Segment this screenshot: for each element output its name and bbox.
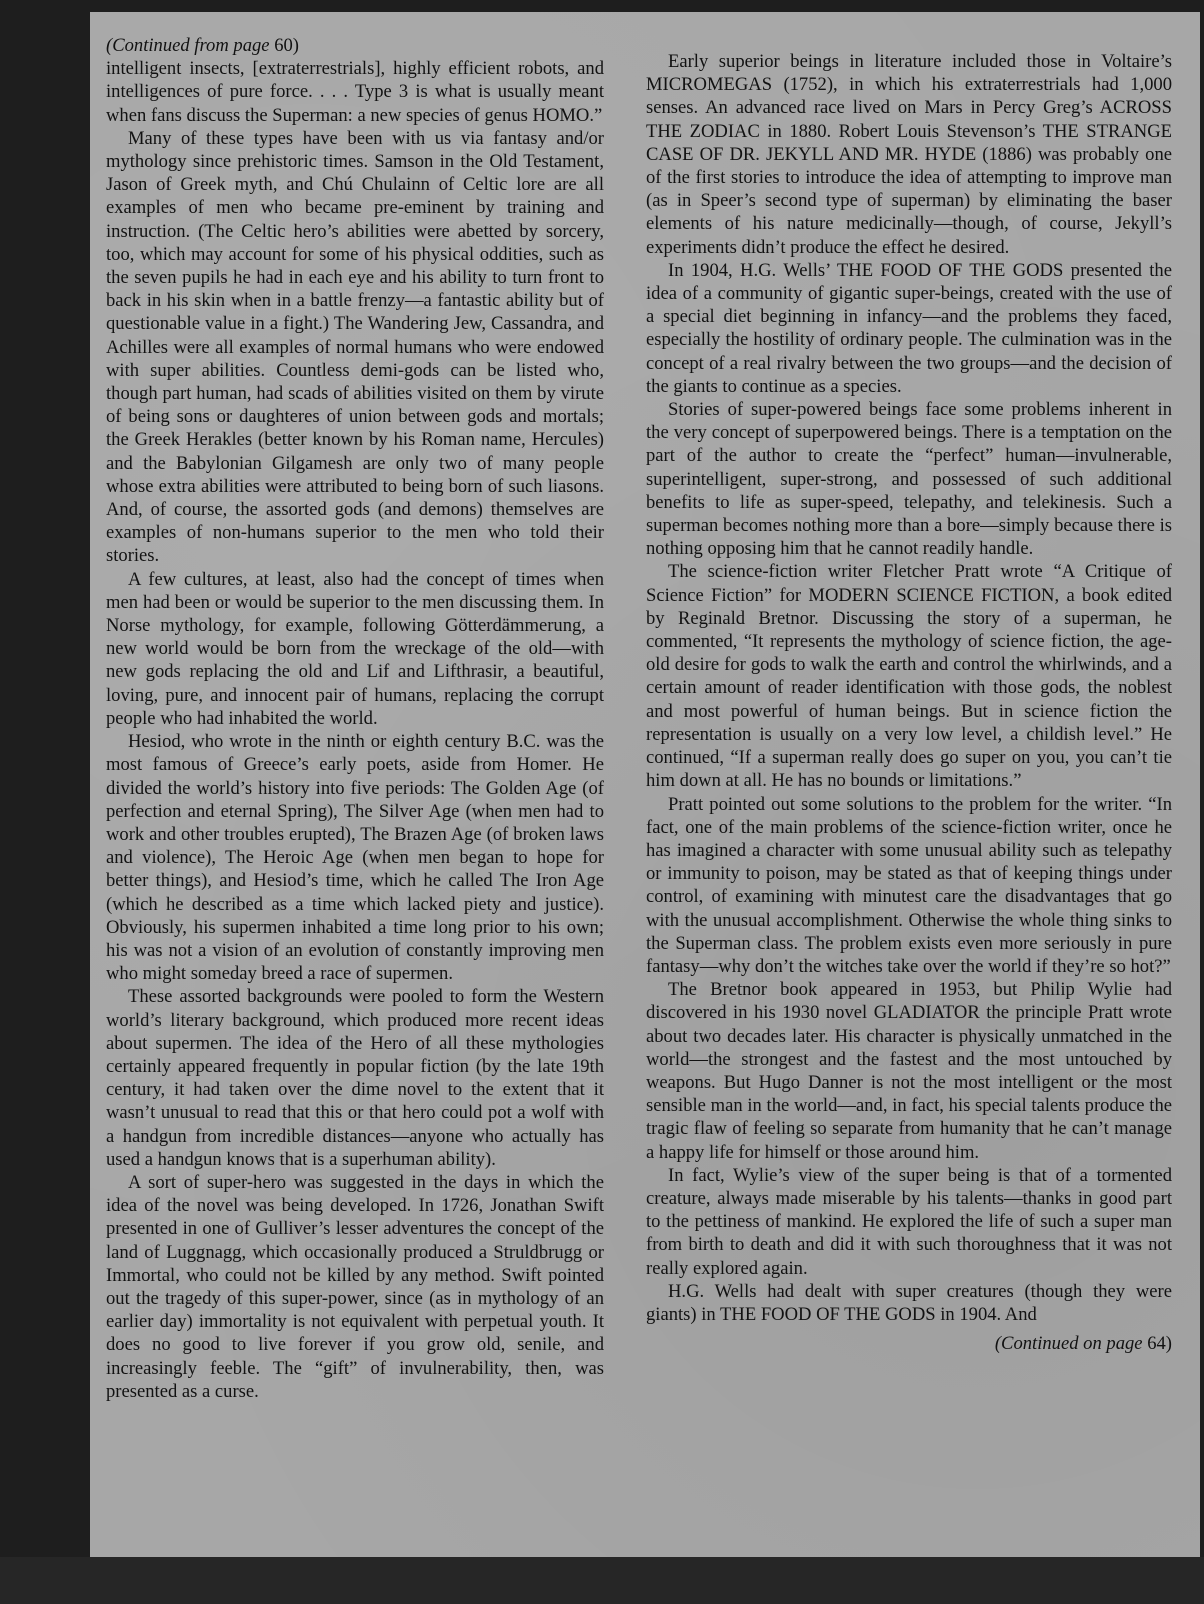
right-column [646, 50, 1172, 1355]
paragraph: A sort of super-hero was suggested in the days in which the idea of the novel was being developed. In 1726, Jonathan Swift presented in one of Gulliver’s lesser adventures the concept of the land of Luggnagg, which occasionally produced a Struldbrugg or Immortal, who could not be killed by any method. Swift pointed out the tragedy of this super-power, since (as in mythology of an earlier day) immortality is not equivalent with perpetual youth. It does no good to live forever if you grow old, senile, and increasingly feeble. The “gift” of invulnerability, then, was presented as a curse. [106, 1171, 604, 1402]
paragraph: The science-fiction writer Fletcher Pratt wrote “A Critique of Science Fiction” for MODERN SCIENCE FICTION, a book edited by Reginald Bretnor. Discussing the story of a superman, he commented, “It represents the mythology of science fiction, the age-old desire for gods to walk the earth and control the whirlwinds, and a certain amount of reader identification with those gods, the noblest and most powerful of human beings. But in science fiction the representation is usually on a very low level, a childish level.” He continued, “If a superman really does go super on you, you can’t tie him down at all. He has no bounds or limitations.” [646, 561, 1172, 792]
continued-on-note [646, 1332, 1172, 1355]
paragraph: Stories of super-powered beings face some problems inherent in the very concept of superpowered beings. There is a temptation on the part of the author to create the “perfect” human—invulnerable, superintelligent, super-strong, and possessed of such additional benefits to life as super-speed, telepathy, and telekinesis. Such a superman becomes nothing more than a bore—simply because there is nothing opposing him that he cannot readily handle. [646, 399, 1172, 560]
continued-from-note [106, 34, 604, 57]
paragraph: Pratt pointed out some solutions to the problem for the writer. “In fact, one of the main problems of the science-fiction writer, once he has imagined a character with some unusual ability such as telepathy or immunity to poison, may be stated as that of keeping things under control, of examining with minutest care the disadvantages that go with the unusual accomplishment. Otherwise the whole thing sinks to the Superman class. The problem exists even more seriously in pure fantasy—why don’t the witches take over the world if they’re so hot?” [646, 793, 1172, 977]
paragraph: Hesiod, who wrote in the ninth or eighth century B.C. was the most famous of Greece’s early poets, aside from Homer. He divided the world’s history into five periods: The Golden Age (of perfection and eternal Spring), The Silver Age (when men had to work and other troubles erupted), The Brazen Age (of broken laws and violence), The Heroic Age (when men began to hope for better things), and Hesiod’s time, which he called The Iron Age (which he described as a time which lacked piety and justice). Obviously, his supermen inhabited a time long prior to his own; his was not a vision of an evolution of constantly improving men who might someday breed a race of supermen. [106, 731, 604, 985]
continued-on-text: (Continued on page [994, 1333, 1143, 1355]
page-bottom-shadow [0, 1557, 1204, 1604]
paragraph: H.G. Wells had dealt with super creatures (though they were giants) in THE FOOD OF THE GODS in 1904. And [646, 1280, 1172, 1325]
magazine-page [90, 12, 1200, 1557]
paragraph: A few cultures, at least, also had the concept of times when men had been or would be superior to the men discussing them. In Norse mythology, for example, following Götterdämmerung, a new world would be born from the wreckage of the old—with new gods replacing the old and Lif and Lifthrasir, a beautiful, loving, pure, and innocent pair of humans, replacing the corrupt people who had inhabited the world. [106, 568, 604, 729]
paragraph: Many of these types have been with us via fantasy and/or mythology since prehistoric times. Samson in the Old Testament, Jason of Greek myth, and Chú Chulainn of Celtic lore are all examples of men who became pre-eminent by training and instruction. (The Celtic hero’s abilities were abetted by sorcery, too, which may account for some of his physical oddities, such as the seven pupils he had in each eye and his ability to turn front to back in his skin when in a battle frenzy—a fantastic ability but of questionable value in a fight.) The Wandering Jew, Cassandra, and Achilles were all examples of normal humans who were endowed with super abilities. Countless demi-gods can be listed who, though part human, had scads of abilities visited on them by virute of being sons or daughteres of union between gods and mortals; the Greek Herakles (better known by his Roman name, Hercules) and the Babylonian Gilgamesh are only two of many people whose extra abilities were attributed to being born of such liasons. And, of course, the assorted gods (and demons) themselves are examples of non-humans superior to the men who told their stories. [106, 127, 604, 567]
paragraph: These assorted backgrounds were pooled to form the Western world’s literary background, which produced more recent ideas about supermen. The idea of the Hero of all these mythologies certainly appeared frequently in popular fiction (by the late 19th century, it had taken over the dime novel to the extent that it wasn’t unusual to read that this or that hero could pot a wolf with a handgun from incredible distances—anyone who actually has used a handgun knows that is a superhuman ability). [106, 986, 604, 1170]
left-column [106, 34, 604, 1403]
continued-from-text: (Continued from page [106, 35, 270, 56]
continued-on-page: 64) [1147, 1333, 1172, 1355]
paragraph: In fact, Wylie’s view of the super being is that of a tormented creature, always made miserable by his talents—thanks in good part to the pettiness of mankind. He explored the life of such a super man from birth to death and did it with such thoroughness that it was not really explored again. [646, 1164, 1172, 1279]
paragraph: intelligent insects, [extraterrestrials], highly efficient robots, and intelligences of pure force. . . . Type 3 is what is usually meant when fans discuss the Superman: a new species of genus HOMO.” [106, 58, 604, 126]
paragraph: Early superior beings in literature included those in Voltaire’s MICROMEGAS (1752), in which his extraterrestrials had 1,000 senses. An advanced race lived on Mars in Percy Greg’s ACROSS THE ZODIAC in 1880. Robert Louis Stevenson’s THE STRANGE CASE OF DR. JEKYLL AND MR. HYDE (1886) was probably one of the first stories to introduce the idea of attempting to improve man (as in Speer’s second type of superman) by eliminating the baser elements of his nature medicinally—though, of course, Jekyll’s experiments didn’t produce the effect he desired. [646, 51, 1172, 258]
continued-from-page: 60) [274, 35, 299, 56]
paragraph: The Bretnor book appeared in 1953, but Philip Wylie had discovered in his 1930 novel GLADIATOR the principle Pratt wrote about two decades later. His character is physically unmatched in the world—the strongest and the fastest and the most untouched by weapons. But Hugo Danner is not the most intelligent or the most sensible man in the world—and, in fact, his special talents produce the tragic flaw of feeling so separate from humanity that he can’t manage a happy life for himself or those around him. [646, 979, 1172, 1163]
paragraph: In 1904, H.G. Wells’ THE FOOD OF THE GODS presented the idea of a community of gigantic super-beings, created with the use of a special diet beginning in infancy—and the problems they faced, especially the hostility of ordinary people. The culmination was in the concept of a real rivalry between the two groups—and the decision of the giants to continue as a species. [646, 259, 1172, 397]
